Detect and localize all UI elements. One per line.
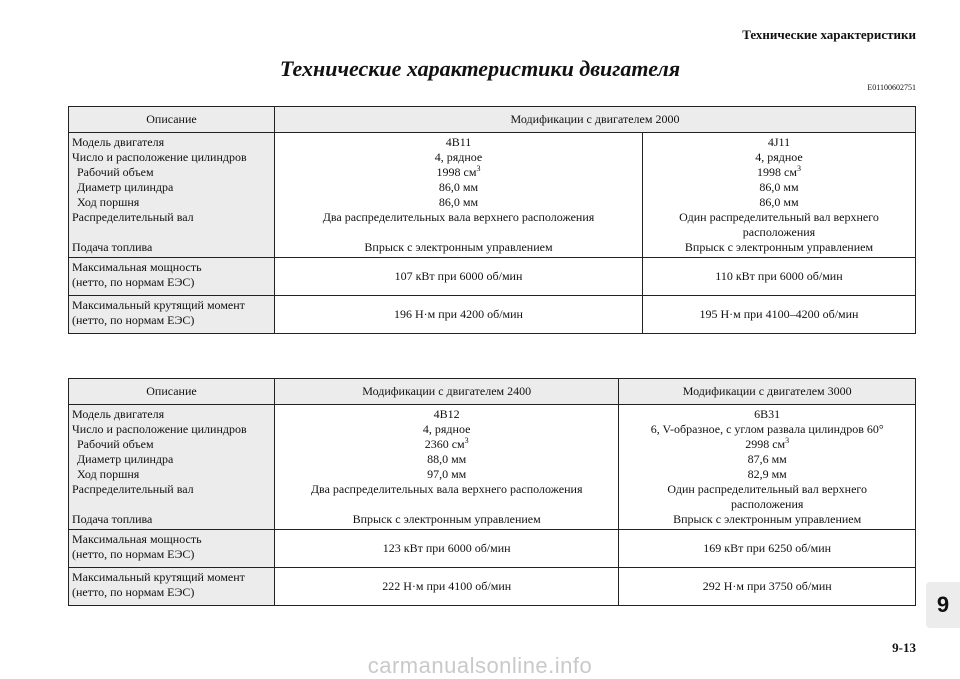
spec-values-6b31 bbox=[619, 405, 916, 530]
value-bore: 86,0 мм bbox=[759, 180, 799, 194]
label-model: Модель двигателя bbox=[72, 407, 165, 421]
table-row-torque bbox=[69, 296, 916, 334]
label-fuel: Подача топлива bbox=[72, 512, 153, 526]
value-cylinders: 6, V-образное, с углом развала цилиндров 60° bbox=[650, 422, 884, 436]
label-power-cell bbox=[69, 530, 275, 568]
value-camshaft: Два распределительных вала верхнего расположения bbox=[310, 482, 583, 496]
label-cylinders: Число и расположение цилиндров bbox=[72, 422, 247, 436]
label-torque: Максимальный крутящий момент bbox=[72, 298, 245, 312]
spec-values-4j11 bbox=[642, 133, 915, 258]
value-torque-4b12: 222 Н·м при 4100 об/мин bbox=[275, 568, 619, 606]
chapter-tab[interactable]: 9 bbox=[926, 582, 960, 628]
label-power-cell bbox=[69, 258, 275, 296]
value-fuel: Впрыск с электронным управлением bbox=[364, 240, 553, 254]
page-title: Технические характеристики двигателя bbox=[279, 56, 681, 81]
label-stroke: Ход поршня bbox=[77, 195, 140, 209]
value-fuel: Впрыск с электронным управлением bbox=[684, 240, 874, 254]
header-modification-3000: Модификации с двигателем 3000 bbox=[619, 379, 916, 405]
label-power-note: (нетто, по нормам ЕЭС) bbox=[72, 547, 195, 561]
value-stroke: 86,0 мм bbox=[438, 195, 479, 209]
label-cylinders: Число и расположение цилиндров bbox=[72, 150, 247, 164]
label-stroke: Ход поршня bbox=[77, 467, 140, 481]
table-row-torque bbox=[69, 568, 916, 606]
value-torque-4b11: 196 Н·м при 4200 об/мин bbox=[275, 296, 643, 334]
value-power-4b12: 123 кВт при 6000 об/мин bbox=[275, 530, 619, 568]
value-fuel: Впрыск с электронным управлением bbox=[673, 512, 862, 526]
spec-values-4b12 bbox=[275, 405, 619, 530]
label-model: Модель двигателя bbox=[72, 135, 165, 149]
label-torque-note: (нетто, по нормам ЕЭС) bbox=[72, 585, 195, 599]
label-power: Максимальная мощность bbox=[72, 260, 202, 274]
label-displacement: Рабочий объем bbox=[77, 437, 154, 451]
value-camshaft-cont: расположения bbox=[742, 225, 816, 239]
header-modification-2400: Модификации с двигателем 2400 bbox=[275, 379, 619, 405]
label-torque-cell bbox=[69, 568, 275, 606]
value-bore: 86,0 мм bbox=[438, 180, 479, 194]
header-description: Описание bbox=[69, 107, 275, 133]
spec-labels-cell bbox=[69, 133, 275, 258]
value-power-4j11: 110 кВт при 6000 об/мин bbox=[642, 258, 915, 296]
label-bore: Диаметр цилиндра bbox=[77, 180, 174, 194]
value-camshaft: Два распределительных вала верхнего расположения bbox=[322, 210, 595, 224]
label-power: Максимальная мощность bbox=[72, 532, 202, 546]
value-displacement: 1998 $см^3$ bbox=[757, 164, 801, 179]
engine-spec-table-2000 bbox=[68, 106, 916, 334]
value-stroke: 86,0 мм bbox=[759, 195, 799, 209]
value-fuel: Впрыск с электронным управлением bbox=[352, 512, 541, 526]
value-displacement: 2998 $см^3$ bbox=[745, 436, 790, 451]
document-code: E01100602751 bbox=[867, 83, 916, 92]
watermark: carmanualsonline.info bbox=[367, 653, 593, 678]
label-camshaft: Распределительный вал bbox=[72, 210, 194, 224]
engine-spec-table-2400-3000 bbox=[68, 378, 916, 606]
table-header-row bbox=[69, 107, 916, 133]
value-power-6b31: 169 кВт при 6250 об/мин bbox=[619, 530, 916, 568]
header-description: Описание bbox=[69, 379, 275, 405]
value-camshaft: Один распределительный вал верхнего bbox=[679, 210, 879, 224]
label-torque-note: (нетто, по нормам ЕЭС) bbox=[72, 313, 195, 327]
value-stroke: 82,9 мм bbox=[747, 467, 787, 481]
value-bore: 88,0 мм bbox=[427, 452, 467, 466]
value-stroke: 97,0 мм bbox=[427, 467, 467, 481]
value-torque-4j11: 195 Н·м при 4100–4200 об/мин bbox=[642, 296, 915, 334]
table-row-power bbox=[69, 530, 916, 568]
label-torque-cell bbox=[69, 296, 275, 334]
spec-labels-cell bbox=[69, 405, 275, 530]
value-model: 4B11 bbox=[445, 135, 472, 149]
table-row-main-specs bbox=[69, 405, 916, 530]
spec-values-4b11 bbox=[275, 133, 643, 258]
table-row-main-specs bbox=[69, 133, 916, 258]
section-header: Технические характеристики bbox=[742, 27, 916, 42]
value-displacement: 2360 $см^3$ bbox=[424, 436, 469, 451]
table-header-row bbox=[69, 379, 916, 405]
value-camshaft: Один распределительный вал верхнего bbox=[667, 482, 868, 496]
label-torque: Максимальный крутящий момент bbox=[72, 570, 245, 584]
value-cylinders: 4, рядное bbox=[434, 150, 483, 164]
label-displacement: Рабочий объем bbox=[77, 165, 154, 179]
label-bore: Диаметр цилиндра bbox=[77, 452, 174, 466]
value-power-4b11: 107 кВт при 6000 об/мин bbox=[275, 258, 643, 296]
value-cylinders: 4, рядное bbox=[755, 150, 803, 164]
value-displacement: 1998 $см^3$ bbox=[436, 164, 481, 179]
value-model: 4J11 bbox=[767, 135, 791, 149]
header-modification-2000: Модификации с двигателем 2000 bbox=[275, 107, 916, 133]
value-torque-6b31: 292 Н·м при 3750 об/мин bbox=[619, 568, 916, 606]
value-model: 6B31 bbox=[754, 407, 781, 421]
value-camshaft-cont: расположения bbox=[730, 497, 804, 511]
label-power-note: (нетто, по нормам ЕЭС) bbox=[72, 275, 195, 289]
value-model: 4B12 bbox=[433, 407, 460, 421]
value-bore: 87,6 мм bbox=[747, 452, 787, 466]
value-cylinders: 4, рядное bbox=[422, 422, 471, 436]
label-camshaft: Распределительный вал bbox=[72, 482, 194, 496]
label-fuel: Подача топлива bbox=[72, 240, 153, 254]
table-row-power bbox=[69, 258, 916, 296]
page-number: 9-13 bbox=[892, 640, 916, 655]
